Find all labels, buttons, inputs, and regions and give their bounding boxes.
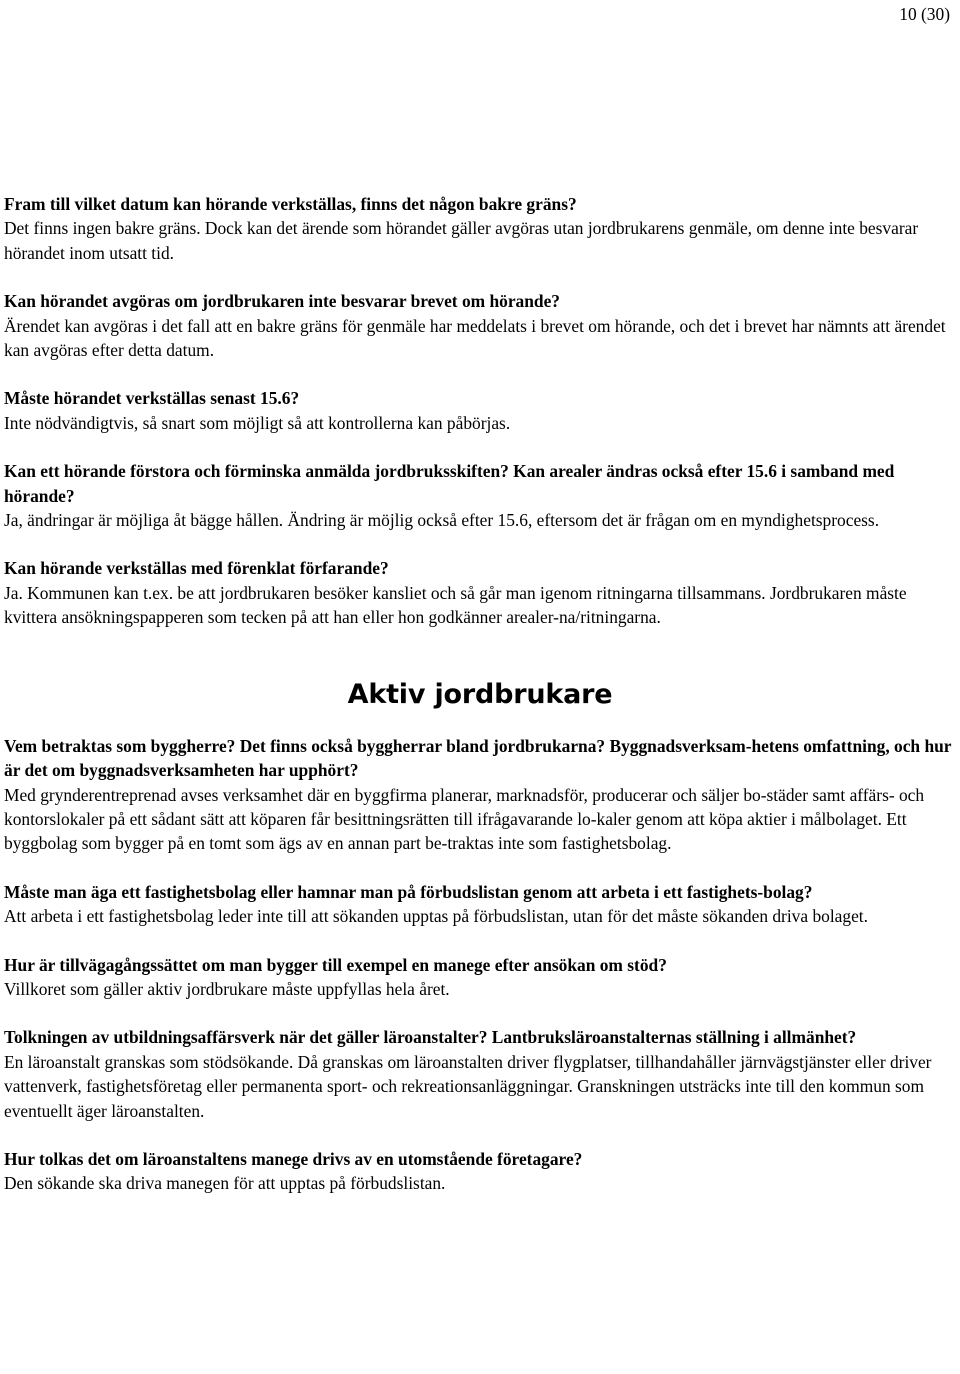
qa-block-real-estate-company [4, 880, 956, 929]
qa-block-simplified-procedure [4, 556, 956, 629]
document-body [4, 192, 956, 1220]
answer-text: Villkoret som gäller aktiv jordbrukare måste uppfyllas hela året. [4, 978, 450, 999]
answer-text: En läroanstalt granskas som stödsökande. Då granskas om läroanstalten driver flygplatser, tillhandahåller järnvägstjänster eller driver vattenverk, fastighetsföretag eller permanenta sport- och rekreationsanläggningar. Granskningen utsträcks inte till den kommun som eventuellt äger läroanstalten. [4, 1051, 932, 1121]
question-text: Måste man äga ett fastighetsbolag eller hamnar man på förbudslistan genom att arbeta i ett fastighets-bolag? [4, 881, 813, 902]
qa-block-final-date [4, 192, 956, 265]
question-text: Kan ett hörande förstora och förminska anmälda jordbruksskiften? Kan arealer ändras också efter 15.6 i samband med hörande? [4, 461, 895, 506]
qa-block-deadline [4, 386, 956, 435]
qa-block-manege-after-application [4, 953, 956, 1002]
qa-block-parcel-changes [4, 459, 956, 532]
qa-block-educational-institutions [4, 1025, 956, 1123]
question-text: Kan hörandet avgöras om jordbrukaren inte besvarar brevet om hörande? [4, 291, 561, 312]
answer-text: Ärendet kan avgöras i det fall att en bakre gräns för genmäle har meddelats i brevet om hörande, och det i brevet har nämnts att ärendet kan avgöras efter detta datum. [4, 315, 946, 361]
section-heading: Aktiv jordbrukare [347, 678, 613, 710]
question-text: Fram till vilket datum kan hörande verkställas, finns det någon bakre gräns? [4, 194, 577, 214]
question-text: Vem betraktas som byggherre? Det finns också byggherrar bland jordbrukarna? Byggnadsverksam-hetens omfattning, och hur är det om byggnadsverksamheten har upphört? [4, 735, 952, 781]
question-text: Tolkningen av utbildningsaffärsverk när det gäller läroanstalter? Lantbruksläroanstalternas ställning i allmänhet? [4, 1027, 857, 1048]
answer-text: Ja. Kommunen kan t.ex. be att jordbrukaren besöker kansliet och så går man igenom ritningarna tillsammans. Jordbrukaren måste kvittera ansökningspapperen som tecken på att han eller hon godkänner arealer-na/ritningarna. [4, 582, 907, 628]
answer-text: Det finns ingen bakre gräns. Dock kan det ärende som hörandet gäller avgöras utan jordbrukarens genmäle, om denne inte besvarar hörandet inom utsatt tid. [4, 218, 919, 263]
answer-text: Den sökande ska driva manegen för att upptas på förbudslistan. [4, 1173, 446, 1194]
question-text: Måste hörandet verkställas senast 15.6? [4, 388, 300, 409]
qa-block-builder [4, 734, 956, 856]
answer-text: Inte nödvändigtvis, så snart som möjligt så att kontrollerna kan påbörjas. [4, 412, 511, 433]
question-text: Kan hörande verkställas med förenklat förfarande? [4, 558, 389, 579]
question-text: Hur är tillvägagångssättet om man bygger till exempel en manege efter ansökan om stöd? [4, 954, 667, 975]
qa-block-decide-without-reply [4, 289, 956, 362]
answer-text: Med grynderentreprenad avses verksamhet där en byggfirma planerar, marknadsför, producerar och säljer bo-städer samt affärs- och kontorslokaler på ett sådant sätt att köparen får besittningsrätten till ifrågavarande lo-kaler genom att köpa aktier i målbolaget. Ett byggbolag som bygger på en tomt som ägs av en annan part be-traktas inte som fastighetsbolag. [4, 784, 925, 854]
qa-block-external-manege-operator [4, 1147, 956, 1196]
question-text: Hur tolkas det om läroanstaltens manege drivs av en utomstående företagare? [4, 1148, 583, 1169]
answer-text: Ja, ändringar är möjliga åt bägge hållen. Ändring är möjlig också efter 15.6, eftersom det är frågan om en myndighetsprocess. [4, 510, 880, 531]
answer-text: Att arbeta i ett fastighetsbolag leder inte till att sökanden upptas på förbudslistan, utan för det måste sökanden driva bolaget. [4, 906, 868, 927]
page-number: 10 (30) [899, 4, 950, 24]
